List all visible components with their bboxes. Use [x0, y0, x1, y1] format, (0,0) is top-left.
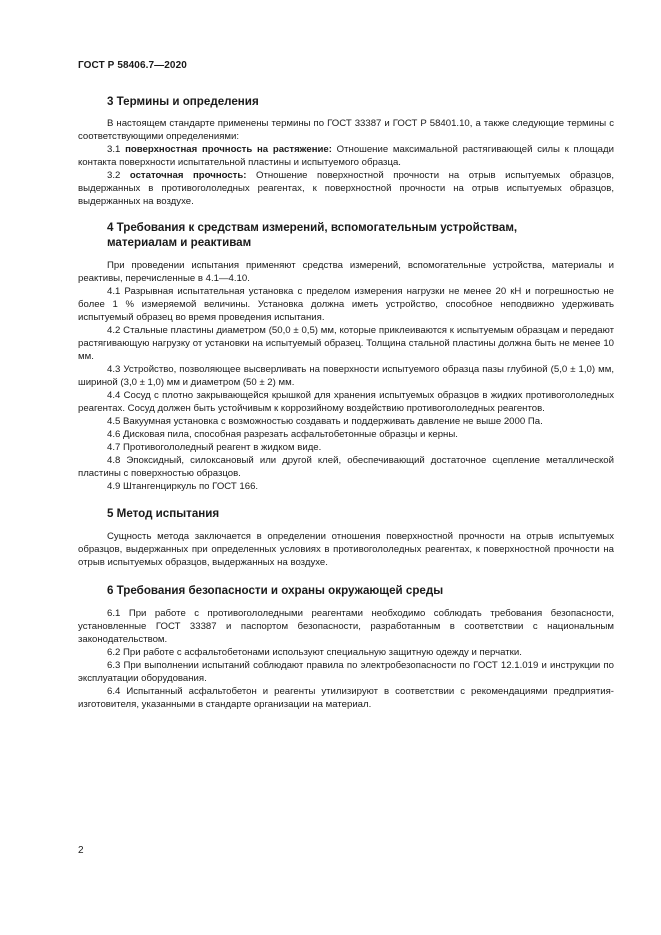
- clause-6-4: 6.4 Испытанный асфальтобетон и реагенты утилизируют в соответствии с рекомендациями предприятия-изготовителя, указанными в стандарте организации на материал.: [78, 686, 614, 710]
- page-content: [78, 90, 614, 711]
- standard-code-header: ГОСТ Р 58406.7—2020: [78, 60, 187, 71]
- clause-6-2: 6.2 При работе с асфальтобетонами используют специальную защитную одежду и перчатки.: [107, 647, 522, 658]
- clause-6-1: 6.1 При работе с противогололедными реагентами необходимо соблюдать требования безопасности, установленные ГОСТ 33387 и паспортом безопасности, разработанным в соответствии с национальным законодательством.: [78, 608, 614, 645]
- section-4-intro: При проведении испытания применяют средства измерений, вспомогательные устройства, материалы и реактивы, перечисленные в 4.1—4.10.: [78, 260, 614, 284]
- term-3-1-definition: Отношение максимальной растягивающей силы к площади контакта поверхности испытательной пластины и испытуемого образца.: [78, 144, 614, 168]
- section-3-intro: В настоящем стандарте применены термины по ГОСТ 33387 и ГОСТ Р 58401.10, а также следующие термины с соответствующими определениями:: [78, 118, 614, 142]
- clause-4-1: 4.1 Разрывная испытательная установка с пределом измерения нагрузки не менее 20 кН и погрешностью не более 1 % измеряемой величины. Установка должна иметь устройство, способное неподвижно удерживать испытуемый образец во время проведения испытания.: [78, 286, 614, 323]
- section-4-title-line-2: материалам и реактивам: [107, 236, 252, 249]
- clause-4-7: 4.7 Противогололедный реагент в жидком виде.: [107, 442, 322, 453]
- term-3-1-number: 3.1: [107, 144, 126, 155]
- clause-4-3: 4.3 Устройство, позволяющее высверливать на поверхности испытуемого образца пазы глубиной (5,0 ± 1,0) мм, шириной (3,0 ± 1,0) мм и диаметром (50 ± 2) мм.: [78, 364, 614, 388]
- clause-4-6: 4.6 Дисковая пила, способная разрезать асфальтобетонные образцы и керны.: [107, 429, 458, 440]
- clause-6-3: 6.3 При выполнении испытаний соблюдают правила по электробезопасности по ГОСТ 12.1.019 и инструкции по эксплуатации оборудования.: [78, 660, 614, 684]
- section-6-title: 6 Требования безопасности и охраны окружающей среды: [107, 584, 444, 597]
- section-5-title: 5 Метод испытания: [107, 507, 220, 520]
- term-3-2-name: остаточная прочность:: [129, 170, 247, 181]
- clause-4-2: 4.2 Стальные пластины диаметром (50,0 ± 0,5) мм, которые приклеиваются к испытуемым образцам и передают растягивающую нагрузку от установки на испытуемый образец. Толщина стальной пластины должна быть не менее 10 мм.: [78, 325, 614, 362]
- term-3-2-definition: Отношение поверхностной прочности на отрыв испытуемых образцов, выдержанных в противогололедных реагентах, к поверхностной прочности на отрыв испытуемых образцов, выдержанных на воздухе.: [78, 170, 614, 207]
- section-3-title: 3 Термины и определения: [107, 95, 259, 108]
- clause-4-8: 4.8 Эпоксидный, силоксановый или другой клей, обеспечивающий достаточное сцепление металлической пластины с поверхностью образцов.: [78, 455, 614, 479]
- term-3-1-name: поверхностная прочность на растяжение:: [125, 144, 332, 155]
- section-5-text: Сущность метода заключается в определении отношения поверхностной прочности на отрыв испытуемых образцов, выдержанных при определенных условиях в противогололедных реагентах, к поверхностной прочности на отрыв испытуемых образцов, выдержанных на воздухе.: [78, 531, 614, 568]
- term-3-1: [78, 143, 614, 169]
- term-3-2-number: 3.2: [107, 170, 130, 181]
- clause-4-4: 4.4 Сосуд с плотно закрывающейся крышкой для хранения испытуемых образцов в жидких противогололедных реагентах. Сосуд должен быть устойчивым к коррозийному воздействию противогололедных реагентов.: [78, 390, 614, 414]
- clause-4-9: 4.9 Штангенциркуль по ГОСТ 166.: [107, 481, 259, 492]
- term-3-2: [78, 169, 614, 208]
- page-number: 2: [78, 845, 84, 856]
- clause-4-5: 4.5 Вакуумная установка с возможностью создавать и поддерживать давление не выше 2000 Па.: [107, 416, 543, 427]
- section-4-title-line-1: 4 Требования к средствам измерений, вспомогательным устройствам,: [107, 221, 518, 234]
- section-4-title: [78, 220, 614, 250]
